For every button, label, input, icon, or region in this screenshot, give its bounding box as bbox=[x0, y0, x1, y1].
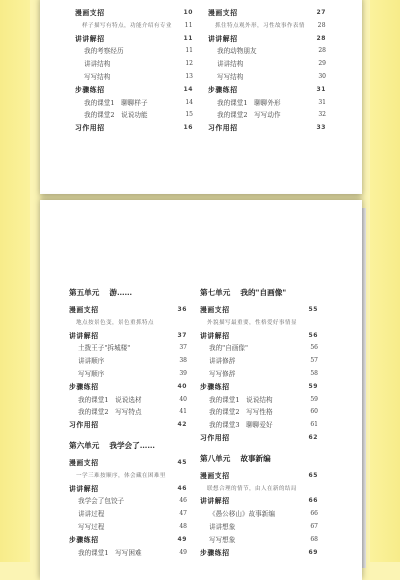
toc-entry-text: 我的课堂2 写写动作 bbox=[217, 111, 281, 120]
toc-entry[interactable] bbox=[75, 97, 193, 110]
unit-name: 故事新编 bbox=[240, 453, 271, 463]
left-yellow-border bbox=[0, 0, 30, 562]
toc-entry-text: 讲讲顺序 bbox=[78, 357, 105, 366]
toc-section-heading[interactable] bbox=[200, 495, 318, 508]
toc-entry-text: 《愚公移山》故事新编 bbox=[209, 510, 275, 519]
toc-page-number: 10 bbox=[183, 9, 193, 16]
toc-tagline bbox=[200, 317, 318, 330]
toc-page-number: 60 bbox=[310, 408, 318, 416]
toc-entry-text: 联想合理的情节，由人在新的结局 bbox=[207, 485, 297, 492]
toc-entry-text: 讲讲解招 bbox=[69, 484, 99, 493]
toc-entry[interactable] bbox=[75, 109, 193, 122]
toc-page-number: 57 bbox=[310, 357, 318, 365]
unit-title[interactable] bbox=[200, 451, 318, 467]
unit-number: 第五单元 bbox=[69, 288, 100, 297]
toc-page-number: 15 bbox=[185, 111, 193, 119]
toc-entry[interactable] bbox=[200, 394, 318, 407]
toc-entry[interactable] bbox=[69, 495, 187, 508]
toc-entry-text: 讲讲解招 bbox=[208, 34, 238, 43]
toc-section-heading[interactable] bbox=[200, 432, 318, 445]
toc-entry-text: 漫画支招 bbox=[200, 306, 230, 314]
toc-section-heading[interactable] bbox=[200, 381, 318, 394]
toc-page-number: 16 bbox=[183, 124, 193, 132]
toc-entry-text: 外貌描写最重要，性格爱好事情显 bbox=[207, 319, 297, 326]
toc-page-number: 11 bbox=[185, 47, 193, 55]
toc-page-number: 39 bbox=[179, 369, 187, 377]
toc-section-heading[interactable] bbox=[75, 84, 193, 97]
toc-entry-text: 步骤练招 bbox=[200, 382, 230, 391]
toc-page-number: 62 bbox=[308, 433, 318, 441]
toc-page-number: 46 bbox=[177, 484, 187, 492]
right-yellow-border bbox=[370, 0, 400, 562]
toc-page-number: 68 bbox=[310, 535, 318, 543]
unit-title[interactable] bbox=[200, 285, 318, 301]
toc-section-heading[interactable] bbox=[208, 7, 326, 20]
unit-title[interactable] bbox=[69, 285, 187, 301]
toc-entry[interactable] bbox=[69, 368, 187, 381]
toc-entry-text: 我的课堂1 写写困难 bbox=[78, 548, 142, 557]
toc-entry-text: 我的课堂1 聊聊样子 bbox=[84, 98, 148, 107]
toc-entry-text: 写写想象 bbox=[209, 535, 236, 544]
toc-section-heading[interactable] bbox=[69, 381, 187, 394]
toc-section-heading[interactable] bbox=[208, 84, 326, 97]
toc-section-heading[interactable] bbox=[75, 7, 193, 20]
toc-page-number: 49 bbox=[177, 535, 187, 543]
toc-tagline bbox=[69, 470, 187, 483]
toc-page-number: 32 bbox=[318, 111, 326, 119]
toc-page-number: 37 bbox=[179, 344, 187, 352]
toc-page-number: 14 bbox=[183, 85, 193, 93]
toc-entry-text: 讲讲解招 bbox=[75, 34, 105, 43]
unit-name: 我的"自画像" bbox=[240, 288, 287, 297]
toc-entry[interactable] bbox=[200, 406, 318, 419]
toc-entry-text: 漫画支招 bbox=[69, 306, 99, 314]
toc-section-heading[interactable] bbox=[200, 304, 318, 317]
toc-page-number: 31 bbox=[318, 98, 326, 106]
toc-page-number: 31 bbox=[316, 85, 326, 93]
toc-entry-text: 讲讲解招 bbox=[200, 497, 230, 506]
toc-page-number: 59 bbox=[310, 395, 318, 403]
toc-page-number: 61 bbox=[310, 421, 318, 429]
toc-entry-text: 地点按景色变，景色重抓特点 bbox=[76, 319, 154, 326]
toc-page-number: 56 bbox=[308, 331, 318, 339]
toc-entry-text: 漫画支招 bbox=[200, 471, 230, 480]
toc-page-number: 47 bbox=[179, 510, 187, 518]
toc-page-number: 67 bbox=[310, 522, 318, 530]
unit-number: 第八单元 bbox=[200, 453, 231, 463]
toc-tagline bbox=[69, 317, 187, 330]
toc-entry-text: 讲讲过程 bbox=[78, 510, 105, 519]
toc-page-number: 45 bbox=[177, 458, 187, 466]
toc-entry-text: 讲讲解招 bbox=[69, 331, 99, 340]
toc-section-heading[interactable] bbox=[200, 470, 318, 483]
toc-entry-text: 习作用招 bbox=[200, 433, 230, 442]
toc-page-number: 40 bbox=[177, 382, 187, 390]
toc-entry-text: 样子描写有特点，功能介绍有专业 bbox=[82, 22, 172, 29]
toc-section-heading[interactable] bbox=[75, 122, 193, 135]
toc-entry[interactable] bbox=[69, 394, 187, 407]
unit-title[interactable] bbox=[69, 438, 187, 454]
toc-page-number: 28 bbox=[318, 47, 326, 55]
toc-page-number: 11 bbox=[184, 21, 193, 29]
toc-page-number: 37 bbox=[177, 331, 187, 339]
toc-entry-text: 讲讲解招 bbox=[200, 331, 230, 340]
toc-column-right bbox=[208, 7, 326, 135]
toc-entry[interactable] bbox=[208, 109, 326, 122]
toc-section-heading[interactable] bbox=[200, 330, 318, 343]
toc-page-number: 56 bbox=[310, 344, 318, 352]
toc-section-heading[interactable] bbox=[69, 419, 187, 432]
toc-entry-text: 步骤练招 bbox=[75, 85, 105, 94]
toc-entry-text: 步骤练招 bbox=[208, 85, 238, 94]
toc-entry-text: 习作用招 bbox=[75, 124, 105, 133]
toc-section-heading[interactable] bbox=[69, 330, 187, 343]
toc-section-heading[interactable] bbox=[69, 483, 187, 496]
toc-entry-text: 我的动物朋友 bbox=[217, 47, 257, 56]
toc-entry[interactable] bbox=[75, 45, 193, 58]
toc-entry-text: 写写修辞 bbox=[209, 369, 236, 378]
toc-entry-text: 我学会了包饺子 bbox=[78, 497, 125, 506]
toc-page-number: 29 bbox=[318, 60, 326, 68]
toc-entry[interactable] bbox=[200, 368, 318, 381]
toc-section-heading[interactable] bbox=[69, 457, 187, 470]
toc-entry[interactable] bbox=[200, 355, 318, 368]
toc-entry-text: 漫画支招 bbox=[69, 458, 99, 467]
toc-page-number: 14 bbox=[185, 98, 193, 106]
toc-page-number: 41 bbox=[179, 408, 187, 416]
toc-entry[interactable] bbox=[69, 406, 187, 419]
toc-entry[interactable] bbox=[69, 521, 187, 534]
toc-page-number: 55 bbox=[308, 306, 318, 313]
toc-entry-text: 我的课堂3 聊聊爱好 bbox=[209, 421, 273, 430]
toc-entry[interactable] bbox=[200, 521, 318, 534]
toc-column-right bbox=[200, 285, 318, 559]
toc-page-bottom bbox=[40, 200, 362, 580]
toc-entry[interactable] bbox=[208, 58, 326, 71]
toc-entry[interactable] bbox=[200, 419, 318, 432]
toc-page-number: 65 bbox=[308, 471, 318, 479]
toc-entry[interactable] bbox=[75, 58, 193, 71]
toc-page-number: 30 bbox=[318, 72, 326, 80]
toc-entry[interactable] bbox=[200, 508, 318, 521]
toc-entry-text: 讲讲结构 bbox=[217, 60, 244, 69]
toc-page-number: 38 bbox=[179, 357, 187, 365]
toc-section-heading[interactable] bbox=[208, 122, 326, 135]
toc-section-heading[interactable] bbox=[69, 534, 187, 547]
toc-entry-text: 步骤练招 bbox=[200, 548, 230, 557]
unit-name: 我学会了…… bbox=[109, 440, 155, 450]
toc-page-number: 69 bbox=[308, 548, 318, 556]
toc-page-number: 59 bbox=[308, 382, 318, 390]
unit-number: 第六单元 bbox=[69, 440, 100, 450]
toc-entry[interactable] bbox=[69, 547, 187, 560]
toc-entry[interactable] bbox=[208, 97, 326, 110]
toc-section-heading[interactable] bbox=[200, 547, 318, 560]
toc-tagline bbox=[200, 483, 318, 496]
toc-tagline bbox=[208, 20, 326, 33]
toc-entry-text: 漫画支招 bbox=[75, 9, 105, 17]
toc-entry-text: 习作用招 bbox=[208, 124, 238, 133]
toc-entry-text: 漫画支招 bbox=[208, 9, 238, 17]
toc-page-number: 46 bbox=[179, 497, 187, 505]
toc-entry-text: 写写结构 bbox=[84, 72, 111, 81]
toc-entry[interactable] bbox=[200, 342, 318, 355]
toc-entry-text: 讲讲想象 bbox=[209, 522, 236, 531]
toc-page-number: 33 bbox=[316, 124, 326, 132]
toc-entry-text: 步骤练招 bbox=[69, 535, 99, 544]
toc-column-left bbox=[69, 285, 187, 559]
toc-page-number: 28 bbox=[317, 21, 326, 29]
toc-entry-text: 我的课堂1 聊聊外形 bbox=[217, 98, 281, 107]
toc-tagline bbox=[75, 20, 193, 33]
toc-entry-text: 抓住特点观外形，习性故事作表情 bbox=[215, 22, 305, 29]
toc-page-number: 28 bbox=[316, 34, 326, 42]
toc-entry-text: 我的课堂1 说说结构 bbox=[209, 395, 273, 404]
toc-entry-text: 写写过程 bbox=[78, 522, 105, 531]
toc-page-number: 12 bbox=[185, 60, 193, 68]
toc-column-left bbox=[75, 7, 193, 135]
toc-entry-text: 我的课堂2 写写性格 bbox=[209, 408, 273, 417]
toc-entry-text: 写写顺序 bbox=[78, 369, 105, 378]
toc-entry[interactable] bbox=[208, 45, 326, 58]
toc-entry-text: 写写结构 bbox=[217, 72, 244, 81]
toc-page-number: 36 bbox=[177, 306, 187, 313]
toc-page-number: 66 bbox=[310, 510, 318, 518]
toc-entry-text: 土拨王子"拆城楼" bbox=[78, 344, 131, 353]
toc-page-top bbox=[40, 0, 362, 194]
toc-entry[interactable] bbox=[75, 71, 193, 84]
toc-page-number: 13 bbox=[185, 72, 193, 80]
toc-entry-text: 我的课堂2 说说功能 bbox=[84, 111, 148, 120]
toc-entry-text: 讲讲修辞 bbox=[209, 357, 236, 366]
toc-entry-text: 我的考察经历 bbox=[84, 47, 124, 56]
toc-page-number: 11 bbox=[183, 34, 193, 42]
toc-entry-text: 一学三难按顺序，体会藏在困难里 bbox=[76, 472, 166, 479]
toc-entry[interactable] bbox=[69, 342, 187, 355]
toc-page-number: 27 bbox=[316, 9, 326, 16]
toc-section-heading[interactable] bbox=[75, 33, 193, 46]
toc-section-heading[interactable] bbox=[69, 304, 187, 317]
toc-entry[interactable] bbox=[69, 508, 187, 521]
unit-number: 第七单元 bbox=[200, 288, 231, 297]
toc-entry-text: 讲讲结构 bbox=[84, 60, 111, 69]
toc-entry[interactable] bbox=[200, 534, 318, 547]
toc-entry-text: 我的课堂1 说说选材 bbox=[78, 395, 142, 404]
toc-entry-text: 我的课堂2 写写特点 bbox=[78, 408, 142, 417]
toc-page-number: 58 bbox=[310, 369, 318, 377]
toc-page-number: 49 bbox=[179, 548, 187, 556]
toc-entry[interactable] bbox=[208, 71, 326, 84]
toc-entry-text: 步骤练招 bbox=[69, 382, 99, 391]
toc-page-number: 42 bbox=[177, 421, 187, 429]
unit-name: 游…… bbox=[109, 288, 133, 297]
toc-entry[interactable] bbox=[69, 355, 187, 368]
toc-entry-text: 习作用招 bbox=[69, 421, 99, 430]
toc-section-heading[interactable] bbox=[208, 33, 326, 46]
toc-page-number: 40 bbox=[179, 395, 187, 403]
toc-entry-text: 我的"自画像" bbox=[209, 344, 249, 353]
toc-page-number: 66 bbox=[308, 497, 318, 505]
toc-page-number: 48 bbox=[179, 522, 187, 530]
